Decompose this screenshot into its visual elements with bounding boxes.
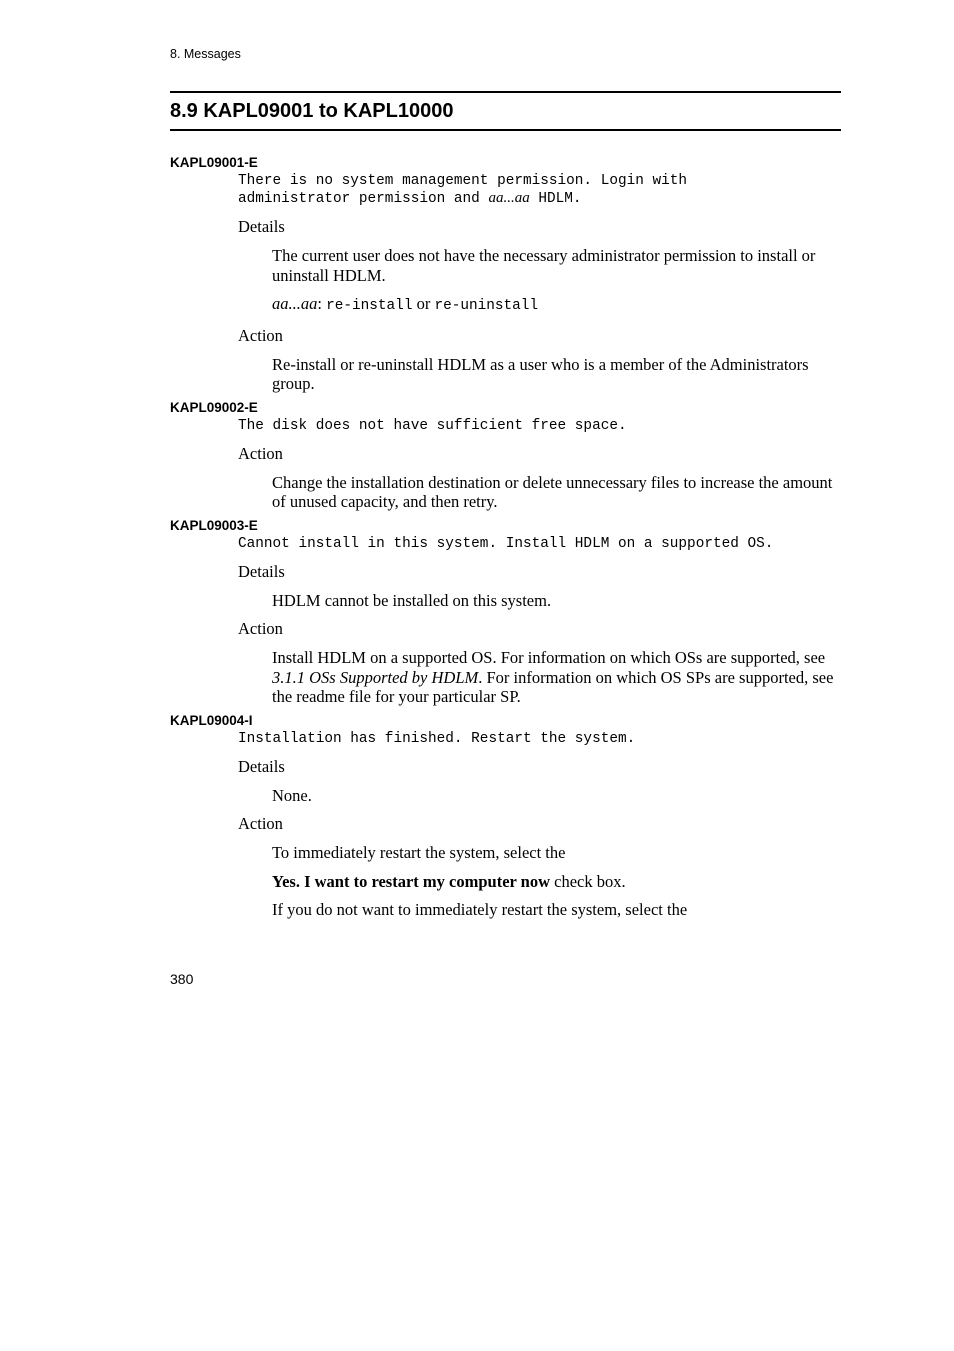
message-text: The disk does not have sufficient free space. (238, 417, 627, 434)
action-text-part: check box. (550, 871, 626, 891)
action-text (272, 648, 841, 707)
message-text (238, 173, 841, 208)
message-text-line: HDLM. (529, 191, 582, 207)
action-text: Change the installation destination or delete unnecessary files to increase the amount of unused capacity, and then retry. (272, 472, 833, 511)
message-text-line: There is no system management permission. Login with (238, 173, 688, 189)
conjunction: or (412, 294, 435, 313)
action-text: If you do not want to immediately restart the system, select the (272, 900, 688, 919)
details-label: Details (238, 756, 285, 776)
action-text-part: . For information on which OS SPs are supported, see the readme file for your particular SP. (272, 667, 834, 706)
details-text: None. (272, 785, 312, 805)
action-label: Action (238, 325, 283, 345)
message-text-line: administrator permission and (238, 191, 489, 207)
message-entry (170, 155, 841, 394)
action-text: Re-install or re-uninstall HDLM as a user who is a member of the Administrators group. (272, 354, 809, 393)
details-variable-values (272, 294, 841, 317)
action-text (272, 872, 841, 892)
details-label: Details (238, 561, 285, 581)
action-label: Action (238, 619, 283, 638)
message-id: KAPL09001-E (170, 155, 258, 170)
running-head: 8. Messages (170, 47, 241, 61)
checkbox-label-reference: Yes. I want to restart my computer now (272, 871, 551, 891)
message-text: Cannot install in this system. Install HDLM on a supported OS. (238, 535, 774, 552)
details-label: Details (238, 217, 285, 236)
message-variable: aa...aa (488, 190, 530, 206)
message-list (170, 155, 841, 920)
message-entry (170, 518, 841, 707)
section-title: 8.9 KAPL09001 to KAPL10000 (170, 100, 454, 122)
message-entry (170, 400, 841, 512)
message-text: Installation has finished. Restart the system. (238, 730, 636, 747)
section-reference: 3.1.1 OSs Supported by HDLM (272, 667, 479, 687)
message-entry (170, 713, 841, 920)
variable-name: aa...aa (272, 294, 318, 313)
details-text: The current user does not have the necessary administrator permission to install or uninstall HDLM. (272, 246, 816, 285)
action-label: Action (238, 814, 283, 833)
variable-value: re-install (326, 298, 413, 314)
action-text: To immediately restart the system, select the (272, 843, 566, 862)
message-id: KAPL09003-E (170, 517, 258, 533)
section-header (170, 91, 841, 131)
action-text-part: Install HDLM on a supported OS. For information on which OSs are supported, see (272, 648, 826, 667)
separator: : (317, 294, 327, 313)
variable-value: re-uninstall (434, 298, 539, 314)
message-id: KAPL09004-I (170, 712, 253, 728)
action-label: Action (238, 443, 283, 463)
message-id: KAPL09002-E (170, 399, 258, 415)
details-text: HDLM cannot be installed on this system. (272, 590, 552, 610)
page-number: 380 (170, 971, 194, 987)
